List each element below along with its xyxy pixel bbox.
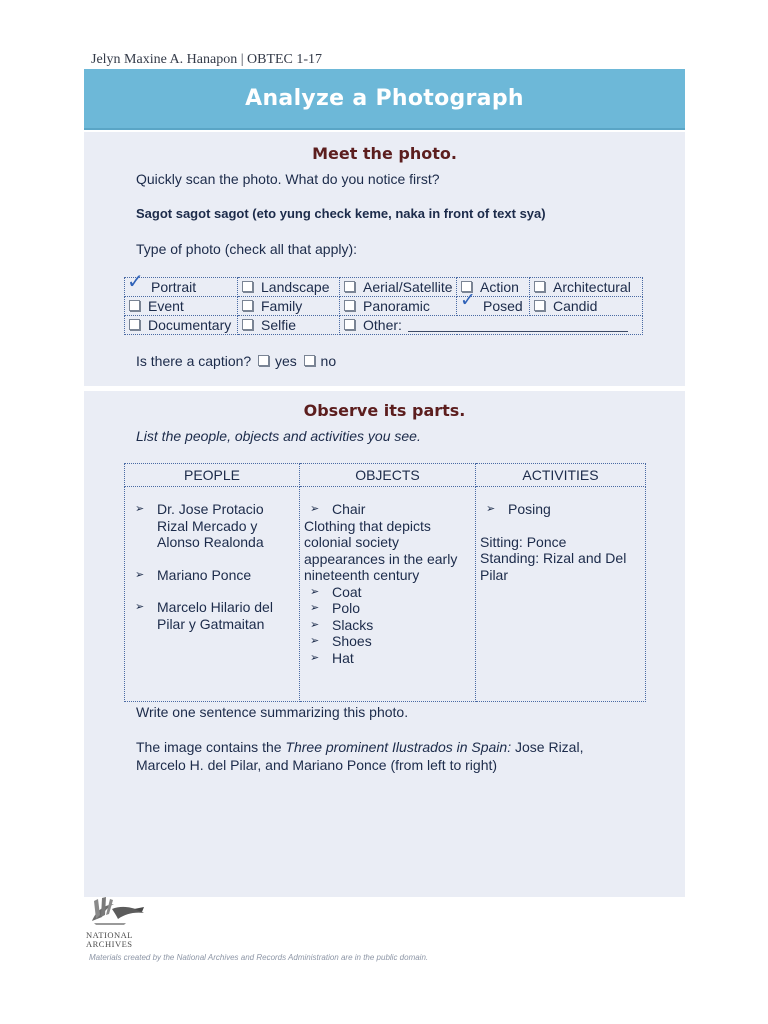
checkbox-icon [344, 300, 355, 311]
meet-section-title: Meet the photo. [312, 144, 457, 163]
type-option-architectural[interactable] [530, 278, 643, 297]
type-label: Landscape [261, 279, 330, 295]
observe-prompt: List the people, objects and activities you see. [136, 428, 421, 444]
type-label: Other: [363, 317, 402, 333]
object-entry: Slacks [332, 616, 374, 633]
checkbox-icon [242, 319, 253, 330]
list-item [304, 617, 471, 634]
checkbox-icon [129, 319, 140, 330]
checkbox-icon [129, 300, 140, 311]
activities-notes: Sitting: Ponce Standing: Rizal and Del Pilar [480, 533, 627, 583]
type-option-posed[interactable] [457, 289, 530, 316]
type-option-family[interactable] [238, 297, 340, 316]
arrow-bullet-icon: ➢ [310, 651, 320, 664]
caption-prompt: Is there a caption? [136, 353, 252, 369]
type-label: Portrait [151, 279, 197, 295]
list-item [304, 584, 471, 601]
meet-the-photo-panel [84, 132, 685, 386]
people-cell[interactable] [125, 487, 300, 702]
observation-table [124, 463, 646, 702]
header-activities: ACTIVITIES [476, 464, 646, 487]
caption-question [136, 353, 336, 369]
person-entry: Marcelo Hilario del Pilar y Gatmaitan [157, 599, 273, 632]
arrow-bullet-icon: ➢ [486, 503, 496, 515]
type-label: Panoramic [363, 298, 430, 314]
type-label: Candid [553, 298, 598, 314]
type-option-other[interactable] [340, 316, 643, 335]
type-prompt: Type of photo (check all that apply): [136, 241, 358, 257]
observe-parts-panel [84, 391, 685, 897]
header-objects: OBJECTS [300, 464, 476, 487]
arrow-bullet-icon: ➢ [310, 503, 320, 515]
object-entry: Hat [332, 649, 354, 666]
public-domain-note: Materials created by the National Archives and Records Administration are in the public domain. [89, 953, 429, 962]
checkbox-icon [242, 281, 253, 292]
checkbox-icon [534, 300, 545, 311]
type-label: Documentary [148, 317, 232, 333]
type-label: Event [148, 298, 184, 314]
type-option-landscape[interactable] [238, 278, 340, 297]
object-entry: Shoes [332, 633, 372, 649]
national-archives-logo [86, 895, 148, 949]
objects-cell[interactable] [300, 487, 476, 702]
type-label: Architectural [553, 279, 631, 295]
list-item [129, 501, 295, 551]
arrow-bullet-icon: ➢ [310, 618, 320, 631]
person-entry: Mariano Ponce [157, 566, 252, 583]
type-option-selfie[interactable] [238, 316, 340, 335]
checkbox-icon [344, 319, 355, 330]
type-option-candid[interactable] [530, 297, 643, 316]
activities-cell[interactable] [476, 487, 646, 702]
type-option-documentary[interactable] [125, 316, 238, 335]
photo-type-grid [124, 269, 643, 335]
type-option-event[interactable] [125, 297, 238, 316]
scan-prompt: Quickly scan the photo. What do you notice first? [136, 171, 440, 187]
caption-no-label: no [320, 353, 337, 369]
object-entry: Chair [332, 501, 366, 517]
list-item [304, 600, 471, 617]
observe-section-title: Observe its parts. [303, 401, 466, 420]
summary-answer-line1[interactable]: The image contains the Three prominent Ilustrados in Spain: Jose Rizal, [136, 739, 584, 755]
list-item [304, 633, 471, 650]
arrow-bullet-icon: ➢ [135, 601, 145, 613]
caption-yes-checkbox-icon[interactable] [258, 355, 269, 366]
arrow-bullet-icon: ➢ [135, 568, 145, 581]
arrow-bullet-icon: ➢ [135, 503, 145, 515]
arrow-bullet-icon: ➢ [310, 585, 320, 598]
caption-no-checkbox-icon[interactable] [304, 355, 315, 366]
arrow-bullet-icon: ➢ [310, 602, 320, 614]
type-label: Aerial/Satellite [363, 279, 453, 295]
list-item [304, 650, 471, 667]
summary-answer-line2[interactable]: Marcelo H. del Pilar, and Mariano Ponce (from left to right) [136, 757, 498, 773]
list-item [480, 501, 641, 518]
type-option-aerial-satellite[interactable] [340, 278, 457, 297]
arrow-bullet-icon: ➢ [310, 635, 320, 647]
eagle-icon [86, 895, 148, 927]
checkbox-icon [534, 281, 545, 292]
checkbox-icon [344, 281, 355, 292]
caption-yes-label: yes [274, 353, 297, 369]
list-item [129, 599, 295, 632]
scan-answer[interactable]: Sagot sagot sagot (eto yung check keme, naka in front of text sya) [136, 206, 546, 221]
title-banner [84, 69, 685, 130]
type-option-portrait[interactable] [125, 269, 238, 297]
logo-text-archives: ARCHIVES [86, 939, 133, 949]
type-label: Selfie [261, 317, 297, 333]
list-item [129, 567, 295, 584]
objects-description: Clothing that depicts colonial society appearances in the early nineteenth century [304, 517, 458, 583]
activity-entry: Posing [508, 501, 551, 517]
other-input-line[interactable] [408, 319, 628, 332]
list-item [304, 501, 471, 518]
object-entry: Polo [332, 600, 361, 616]
type-label: Family [261, 298, 303, 314]
type-label: Action [480, 279, 519, 295]
header-people: PEOPLE [125, 464, 300, 487]
checkmark-icon: ✓ [460, 289, 476, 311]
type-label: Posed [483, 298, 523, 314]
logo-text-national: NATIONAL [86, 930, 133, 940]
type-option-panoramic[interactable] [340, 297, 457, 316]
author-line: Jelyn Maxine A. Hanapon | OBTEC 1-17 [91, 52, 323, 67]
page-title: Analyze a Photograph [245, 86, 524, 111]
checkmark-icon: ✓ [127, 269, 144, 293]
object-entry: Coat [332, 583, 362, 600]
person-entry: Dr. Jose Protacio Rizal Mercado y Alonso Realonda [157, 501, 264, 550]
checkbox-icon [242, 300, 253, 311]
summary-prompt: Write one sentence summarizing this photo. [136, 704, 409, 720]
